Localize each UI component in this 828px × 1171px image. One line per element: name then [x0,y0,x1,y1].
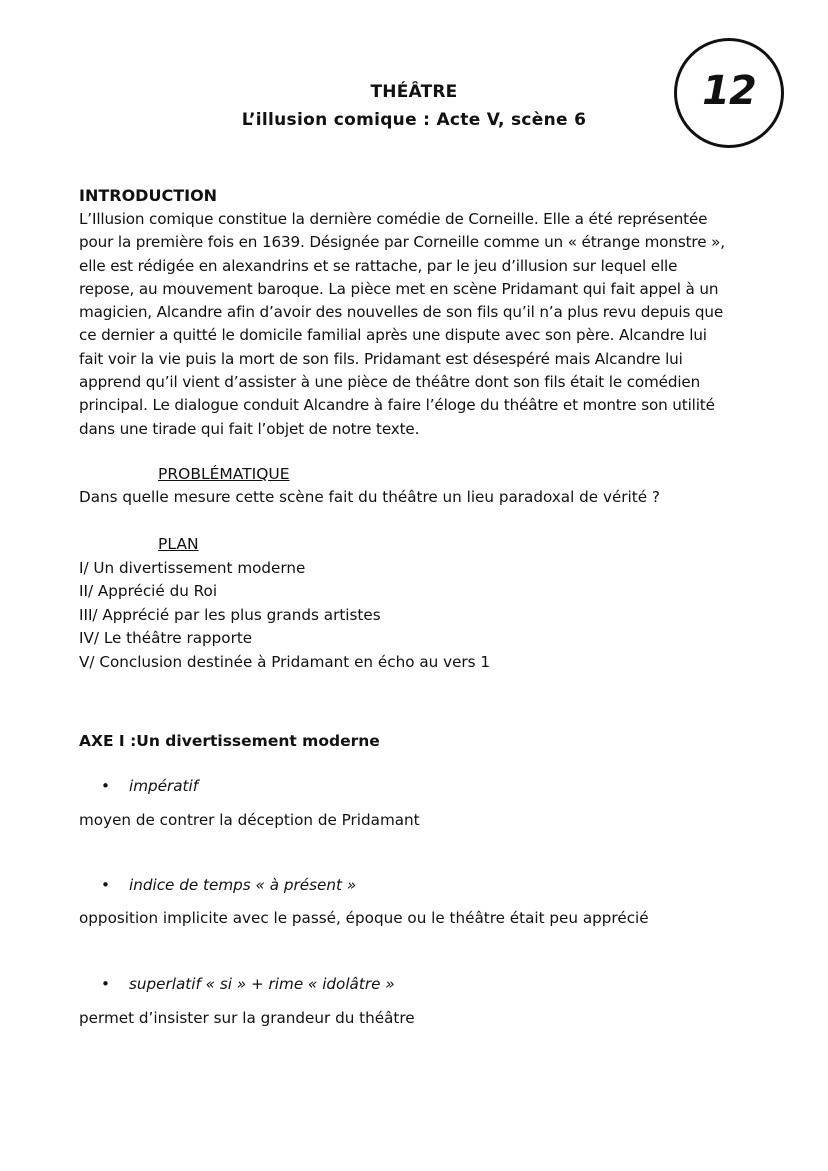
intro-line: principal. Le dialogue conduit Alcandre à faire l’éloge du théâtre et montre son utilité [79,396,715,415]
problematique-heading: PROBLÉMATIQUE [158,465,290,483]
bullet-icon: • [101,975,110,993]
intro-line: magicien, Alcandre afin d’avoir des nouvelles de son fils qu’il n’a plus revu depuis que [79,303,724,322]
bullet-label: impératif [129,777,199,795]
intro-line: L’Illusion comique constitue la dernière comédie de Corneille. Elle a été représentée [79,210,708,228]
plan-heading: PLAN [158,535,199,553]
intro-line: apprend qu’il vient d’assister à une pièce de théâtre dont son fils était le comédien [79,373,701,392]
plan-item: IV/ Le théâtre rapporte [79,629,253,648]
problematique-question: Dans quelle mesure cette scène fait du théâtre un lieu paradoxal de vérité ? [79,488,660,506]
intro-line: elle est rédigée en alexandrins et se rattache, par le jeu d’illusion sur lequel elle [79,256,678,275]
plan-item: V/ Conclusion destinée à Pridamant en écho au vers 1 [79,652,491,671]
plan-item: I/ Un divertissement moderne [79,559,306,577]
document-subtitle: L’illusion comique : Acte V, scène 6 [241,110,587,130]
bullet-point [101,777,198,795]
bullet-label: indice de temps « à présent » [129,876,357,894]
bullet-explanation: permet d’insister sur la grandeur du théâtre [79,1009,415,1027]
bullet-explanation: moyen de contrer la déception de Pridamant [79,811,420,829]
intro-line: pour la première fois en 1639. Désignée par Corneille comme un « étrange monstre », [79,233,725,252]
axe1-heading: AXE I :Un divertissement moderne [79,732,380,750]
bullet-icon: • [101,876,110,894]
bullet-point [101,876,356,894]
plan-list [79,557,490,674]
intro-line: repose, au mouvement baroque. La pièce met en scène Pridamant qui fait appel à un [79,279,719,298]
intro-line: ce dernier a quitté le domicile familial après une dispute avec son père. Alcandre lui [79,326,707,345]
intro-line: dans une tirade qui fait l’objet de notre texte. [79,419,420,438]
badge-number: 12 [702,68,756,114]
bullet-explanation: opposition implicite avec le passé, époque ou le théâtre était peu apprécié [79,909,649,927]
plan-item: III/ Apprécié par les plus grands artistes [79,605,381,624]
bullet-point [101,975,395,993]
introduction-paragraph [79,208,759,441]
bullet-label: superlatif « si » + rime « idolâtre » [129,975,395,993]
document-title: THÉÂTRE [370,82,458,102]
bullet-icon: • [101,777,110,795]
number-badge [674,38,784,148]
introduction-heading: INTRODUCTION [79,186,218,205]
plan-item: II/ Apprécié du Roi [79,582,218,601]
intro-line: fait voir la vie puis la mort de son fils. Pridamant est désespéré mais Alcandre lui [79,349,683,368]
